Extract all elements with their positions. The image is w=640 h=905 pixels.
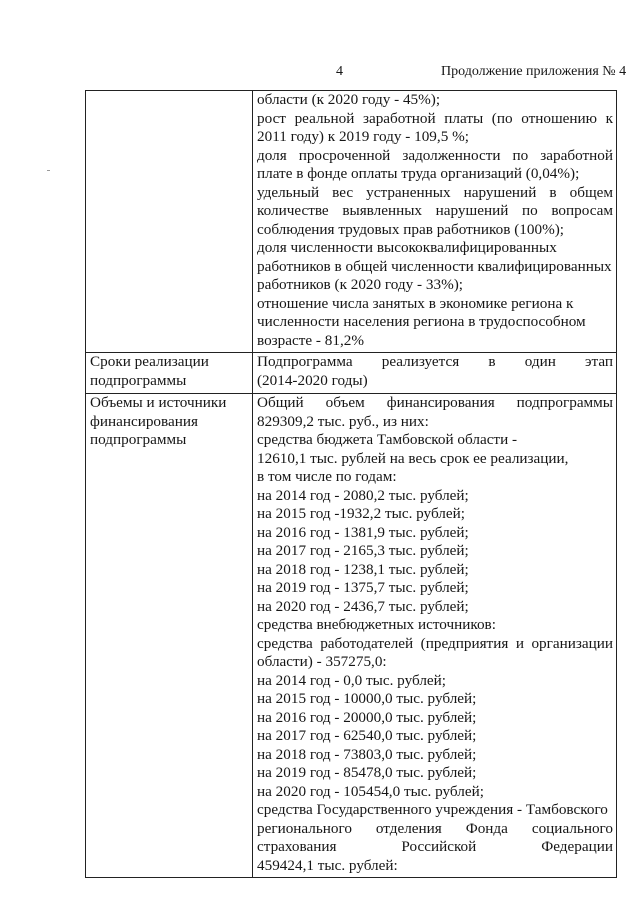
funding-line: на 2017 год - 62540,0 тыс. рублей; (257, 727, 477, 744)
indicator-line: работников в общей численности квалифицированных (257, 257, 612, 275)
funding-line: средства Государственного учреждения - Тамбовского (257, 801, 608, 818)
indicators-cell (253, 91, 617, 353)
label-line: Сроки реализации (90, 353, 209, 370)
indicator-line: количестве выявленных нарушений по вопросам (257, 202, 613, 219)
funding-line: на 2019 год - 85478,0 тыс. рублей; (257, 764, 477, 781)
funding-line: на 2015 год - 10000,0 тыс. рублей; (257, 690, 477, 707)
funding-line: 12610,1 тыс. рублей на весь срок ее реализации, (257, 449, 569, 467)
funding-line: на 2017 год - 2165,3 тыс. рублей; (257, 542, 469, 559)
indicator-line: плате в фонде оплаты труда организаций (0,04%); (257, 165, 580, 182)
funding-line: на 2019 год - 1375,7 тыс. рублей; (257, 579, 469, 596)
row-label-timeline (86, 353, 253, 394)
funding-line: на 2020 год - 105454,0 тыс. рублей; (257, 782, 484, 800)
row-label-empty (86, 91, 253, 353)
label-line: финансирования (90, 412, 198, 430)
table-row-indicators (86, 91, 617, 353)
row-label-funding (86, 394, 253, 878)
timeline-line: (2014-2020 годы) (257, 371, 368, 389)
funding-line: 829309,2 тыс. руб., из них: (257, 412, 429, 430)
indicator-line: соблюдения трудовых прав работников (100%); (257, 220, 564, 238)
label-line: подпрограммы (90, 431, 187, 448)
funding-line: области) - 357275,0: (257, 653, 387, 670)
indicator-line: 2011 году) к 2019 году - 109,5 %; (257, 128, 469, 145)
label-line: Объемы и источники (90, 394, 227, 411)
indicator-line: доля просроченной задолженности по заработной (257, 146, 613, 164)
appendix-continuation-header: Продолжение приложения № 4 (441, 64, 627, 79)
indicator-line: рост реальной заработной платы (по отношению к (257, 109, 613, 127)
indicator-line: области (к 2020 году - 45%); (257, 91, 441, 108)
funding-line: в том числе по годам: (257, 468, 397, 485)
scan-speck (47, 170, 50, 171)
timeline-cell (253, 353, 617, 394)
funding-line: на 2015 год -1932,2 тыс. рублей; (257, 505, 465, 522)
funding-line: средства бюджета Тамбовской области - (257, 431, 518, 448)
funding-line: на 2016 год - 20000,0 тыс. рублей; (257, 708, 477, 726)
indicator-line: удельный вес устраненных нарушений в общем (257, 183, 613, 201)
funding-line: средства работодателей (предприятия и организации (257, 634, 613, 652)
indicator-line: возрасте - 81,2% (257, 331, 364, 349)
table-row-timeline (86, 353, 617, 394)
funding-line: средства внебюджетных источников: (257, 616, 496, 633)
funding-line: страхования Российской Федерации (257, 838, 613, 855)
funding-line: 459424,1 тыс. рублей: (257, 856, 398, 874)
indicator-line: доля численности высококвалифицированных (257, 239, 557, 256)
timeline-line: Подпрограмма реализуется в один этап (257, 353, 613, 370)
funding-line: на 2014 год - 2080,2 тыс. рублей; (257, 486, 469, 504)
funding-line: на 2018 год - 73803,0 тыс. рублей; (257, 745, 477, 763)
indicator-line: отношение числа занятых в экономике региона к (257, 294, 574, 312)
table-row-funding (86, 394, 617, 878)
indicator-line: численности населения региона в трудоспособном (257, 313, 586, 330)
funding-cell (253, 394, 617, 878)
page-number: 4 (336, 64, 343, 79)
label-line: подпрограммы (90, 371, 187, 389)
funding-line: регионального отделения Фонда социального (257, 819, 613, 837)
funding-line: на 2020 год - 2436,7 тыс. рублей; (257, 597, 469, 615)
indicator-line: работников (к 2020 году - 33%); (257, 276, 464, 293)
funding-line: на 2018 год - 1238,1 тыс. рублей; (257, 560, 469, 578)
funding-line: Общий объем финансирования подпрограммы (257, 394, 613, 411)
passport-table (85, 90, 617, 878)
funding-line: на 2014 год - 0,0 тыс. рублей; (257, 671, 446, 689)
funding-line: на 2016 год - 1381,9 тыс. рублей; (257, 523, 469, 541)
